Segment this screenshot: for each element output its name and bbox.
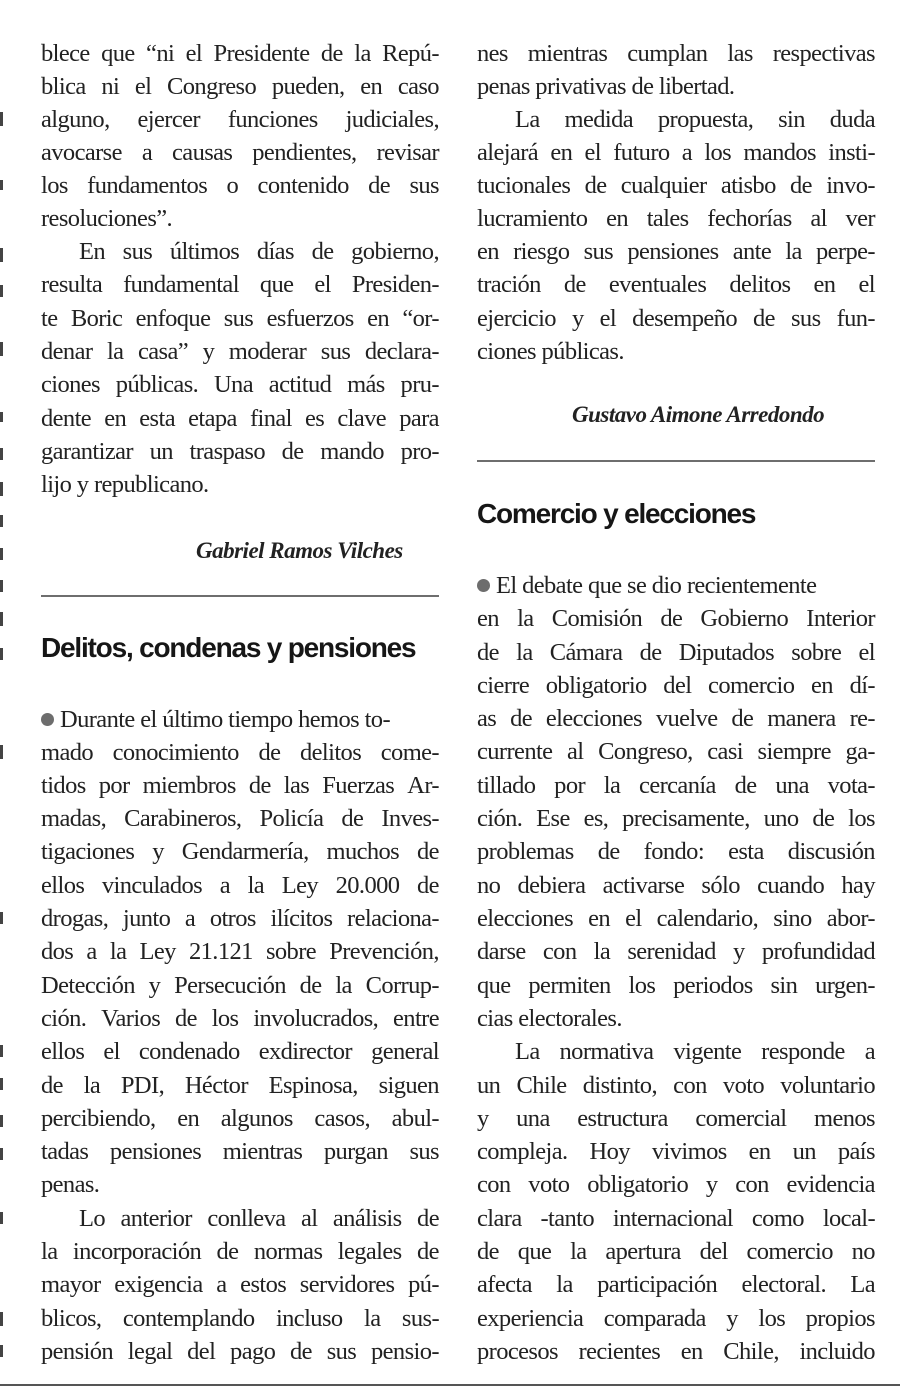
text-line: con voto obligatorio y con evidencia <box>477 1171 875 1198</box>
text-line: de la PDI, Héctor Espinosa, siguen <box>41 1072 439 1099</box>
text-line: En sus últimos días de gobierno, <box>79 238 439 265</box>
text-line: La normativa vigente responde a <box>515 1038 875 1065</box>
text-line: un Chile distinto, con voto voluntario <box>477 1072 875 1099</box>
text-line: lucramiento en tales fechorías al ver <box>477 205 875 232</box>
text-line: alejará en el futuro a los mandos insti- <box>477 139 875 166</box>
text-line: experiencia comparada y los propios <box>477 1305 875 1332</box>
text-line: problemas de fondo: esta discusión <box>477 838 875 865</box>
text-line: Detección y Persecución de la Corrup- <box>41 972 439 999</box>
text-line: ellos el condenado exdirector general <box>41 1038 439 1065</box>
text-line: El debate que se dio recientemente <box>477 569 875 602</box>
text-line: ciones públicas. Una actitud más pru- <box>41 371 439 398</box>
text-line: tadas pensiones mientras purgan sus <box>41 1138 439 1165</box>
text-line: y una estructura comercial menos <box>477 1105 875 1132</box>
text-line: en la Comisión de Gobierno Interior <box>477 605 875 632</box>
text-line: compleja. Hoy vivimos en un país <box>477 1138 875 1165</box>
text-line: de la Cámara de Diputados sobre el <box>477 639 875 666</box>
text-line: de que la apertura del comercio no <box>477 1238 875 1265</box>
text-line: pensión legal del pago de sus pensio- <box>41 1338 439 1365</box>
text-line: en riesgo sus pensiones ante la perpe- <box>477 238 875 265</box>
text-line: dente en esta etapa final es clave para <box>41 405 439 432</box>
text-line: te Boric enfoque sus esfuerzos en “or- <box>41 305 439 332</box>
adjacent-column-edge <box>0 0 10 1400</box>
text-line: elecciones en el calendario, sino abor- <box>477 905 875 932</box>
text-line: cierre obligatorio del comercio en dí- <box>477 672 875 699</box>
text-line: percibiendo, en algunos casos, abul- <box>41 1105 439 1132</box>
text-line: ciones públicas. <box>477 338 624 365</box>
text-line: blece que “ni el Presidente de la Repú- <box>41 40 439 67</box>
text-line: blicos, contemplando incluso la sus- <box>41 1305 439 1332</box>
text-line: afecta la participación electoral. La <box>477 1271 875 1298</box>
text-line: ción. Varios de los involucrados, entre <box>41 1005 439 1032</box>
text-line: penas. <box>41 1171 100 1198</box>
text-line: as de elecciones vuelve de manera re- <box>477 705 875 732</box>
bullet-icon <box>477 579 490 592</box>
text-line: tración de eventuales delitos en el <box>477 271 875 298</box>
text-line: tucionales de cualquier atisbo de invo- <box>477 172 875 199</box>
text-line: tigaciones y Gendarmería, muchos de <box>41 838 439 865</box>
article-title: Comercio y elecciones <box>477 498 756 529</box>
section-divider <box>41 595 439 597</box>
text-line: ción. Ese es, precisamente, uno de los <box>477 805 875 832</box>
bullet-icon <box>41 713 54 726</box>
author-signature: Gustavo Aimone Arredondo <box>572 402 825 427</box>
text-line: clara -tanto internacional como local- <box>477 1205 875 1232</box>
page-bottom-rule <box>0 1384 900 1386</box>
text-line: Durante el último tiempo hemos to- <box>41 703 439 736</box>
article-title: Delitos, condenas y pensiones <box>41 632 416 663</box>
text-line: darse con la serenidad y profundidad <box>477 938 875 965</box>
text-line: la incorporación de normas legales de <box>41 1238 439 1265</box>
text-line: penas privativas de libertad. <box>477 73 735 100</box>
section-divider <box>477 460 875 462</box>
text-line: denar la casa” y moderar sus declara- <box>41 338 439 365</box>
text-line: avocarse a causas pendientes, revisar <box>41 139 439 166</box>
text-line: tidos por miembros de las Fuerzas Ar- <box>41 772 439 799</box>
text-line: lijo y republicano. <box>41 471 209 498</box>
text-line: mayor exigencia a estos servidores pú- <box>41 1271 439 1298</box>
text-line: mado conocimiento de delitos come- <box>41 739 439 766</box>
text-line: ellos vinculados a la Ley 20.000 de <box>41 872 439 899</box>
text-line: garantizar un traspaso de mando pro- <box>41 438 439 465</box>
text-line: resulta fundamental que el Presiden- <box>41 271 439 298</box>
text-line: alguno, ejercer funciones judiciales, <box>41 106 439 133</box>
text-line: que permiten los periodos sin urgen- <box>477 972 875 999</box>
text-line: ejercicio y el desempeño de sus fun- <box>477 305 875 332</box>
author-signature: Gabriel Ramos Vilches <box>196 538 403 563</box>
text-line: La medida propuesta, sin duda <box>515 106 875 133</box>
text-line: dos a la Ley 21.121 sobre Prevención, <box>41 938 439 965</box>
text-line: drogas, junto a otros ilícitos relaciona- <box>41 905 439 932</box>
text-line: los fundamentos o contenido de sus <box>41 172 439 199</box>
text-line: tillado por la cercanía de una vota- <box>477 772 875 799</box>
text-line: no debiera activarse sólo cuando hay <box>477 872 875 899</box>
text-line: procesos recientes en Chile, incluido <box>477 1338 875 1365</box>
text-line: cias electorales. <box>477 1005 622 1032</box>
text-line: resoluciones”. <box>41 205 173 232</box>
text-line: nes mientras cumplan las respectivas <box>477 40 875 67</box>
text-line: Lo anterior conlleva al análisis de <box>79 1205 439 1232</box>
text-line: madas, Carabineros, Policía de Inves- <box>41 805 439 832</box>
text-line: currente al Congreso, casi siempre ga- <box>477 738 875 765</box>
text-line: blica ni el Congreso pueden, en caso <box>41 73 439 100</box>
